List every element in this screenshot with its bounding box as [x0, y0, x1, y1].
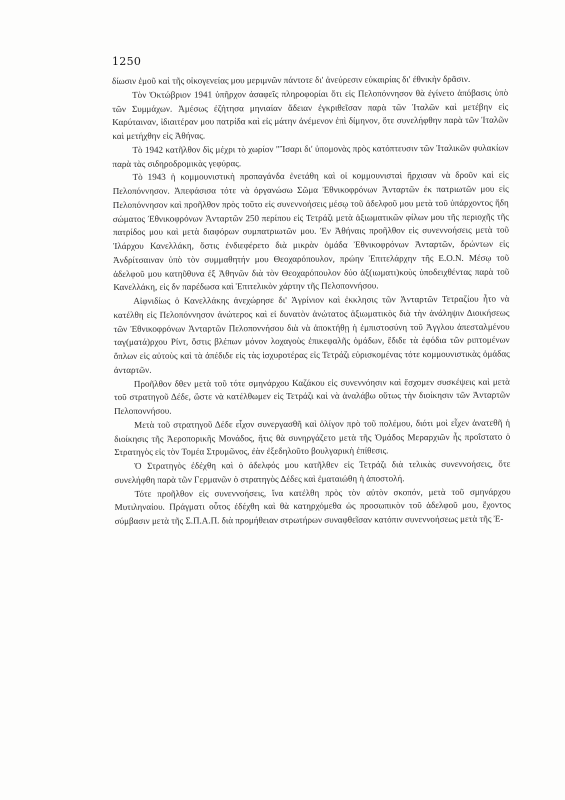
paragraph: Προῆλθον δθεν μετὰ τοῦ τότε σμηνάρχου Καζάκου εἰς συνεννόησιν καὶ ἔσχομεν συσκέψεις καὶ μετὰ τοῦ στρατηγοῦ Δέδε, ὥστε νὰ κατέλθωμεν εἰς Τετράζι καὶ νὰ ἀναλάβω οὕτως τὴν διοίκησιν τῶν Ἀνταρτῶν Πελοποννήσου.	[113, 376, 510, 416]
paragraph: Ὁ Στρατηγὸς ἐδέχθη καὶ ὁ ἀδελφός μου κατῆλθεν εἰς Τετράζι διὰ τελικὰς συνεννοήσεις, ὅτε συνελήφθη παρὰ τῶν Γερμανῶν ὁ στρατηγὸς Δέδες καὶ ἐματαιώθη ἡ ἀποστολή.	[114, 458, 511, 485]
paragraph: Τὸ 1942 κατῆλθον δὶς μέχρι τὸ χωρίον "Ἴσαρι δι' ὑπομονὰς πρὸς κατόπτευσιν τῶν Ἰταλικῶν φυλακίων παρὰ τὰς σιδηροδρομικὰς γεφύρας.	[112, 142, 509, 169]
paragraph: Αἰφνιδίως ὁ Κανελλάκης ἀνεχώρησε δι' Ἀγρίνιον καὶ ἐκκλησις τῶν Ἀνταρτῶν Τετραζίου ἦτο νὰ κατέλθη εἰς Πελοπόννησον ἀνώτερος καὶ εἰ δυνατὸν ἀνώτατος ἀξιωματικὸς διὰ τὴν ἀνάληψιν Διοικήσεως τῶν Ἐθνικοφρόνων Ἀνταρτῶν Πελοποννήσου διὰ νὰ ἀποκτήθῃ ἡ ἐμπιστοσύνη τοῦ Ἀγγλου ἀπεσταλμένου ταγ(ματά)ρχου Ρίντ, ὅστις βλέπων μόνον λοχαγοὺς ἐπικεφαλῆς ὁμάδων, ἔδιδε τὰ ἐφόδια τῶν ριπτομένων ὅπλων εἰς αὐτοὺς καὶ τὰ ἀπέδιδε εἰς τὰς ἰσχυροτέρας εἰς Τετράζι εὑρισκομένας τότε κομμουνιστικὰς ὁμάδας ἀνταρτῶν.	[113, 293, 510, 375]
page-number: 1250	[112, 55, 142, 68]
body-text	[112, 73, 511, 529]
paragraph: Τὸ 1943 ἡ κομμουνιστικὴ προπαγάνδα ἐνετάθη καὶ οἱ κομμουνισταὶ ἤρχισαν νὰ δροῦν καὶ εἰς Πελοπόννησον. Ἀπεφάσισα τότε νὰ ὀργανώσω Σῶμα Ἐθνικοφρόνων Ἀνταρτῶν ἐκ πατριωτῶν μου εἰς Πελοπόννησον καὶ προῆλθον πρὸς τοῦτο εἰς συνεννοήσεις μέσῳ τοῦ ἀδελφοῦ μου μετὰ τοῦ ὑπάρχοντος ἤδη σώματος Ἐθνικοφρόνων Ἀνταρτῶν 250 περίπου εἰς Τετράζι μετὰ ἀξιωματικῶν φίλων μου τῆς περιοχῆς τῆς πατρίδος μου καὶ μετὰ διαφόρων συμπατριωτῶν μου. Ἐν Ἀθήναις προῆλθον εἰς συνεννοήσεις μετὰ τοῦ Ἰλάρχου Κανελλάκη, ὅστις ἐνδιεφέρετο διὰ μικρὰν ὁμάδα Ἐθνικοφρόνων Ἀνταρτῶν, δρώντων εἰς Ἀνδρίτσαιναν ὑπὸ τὸν συμμαθητήν μου Θεοχαρόπουλον, πρώην Ἐπιτελάρχην τῆς Ε.Ο.Ν. Μέσῳ τοῦ ἀδελφοῦ μου κατηῦθυνα ἐξ Ἀθηνῶν διὰ τὸν Θεοχαρόπουλον δύο ἀξ(ιωματι)κοὺς ὑποδειχθέντας παρὰ τοῦ Κανελλάκη, εἰς δν παρέδωσα καὶ Ἐπιτελικὸν χάρτην τῆς Πελοποννήσου.	[112, 169, 510, 293]
paragraph: Τότε προῆλθον εἰς συνεννοήσεις, ἵνα κατέλθη πρὸς τὸν αὐτὸν σκοπόν, μετὰ τοῦ σμηνάρχου Μυτιληναίου. Πράγματι οὗτος ἐδέχθη καὶ θὰ κατηρχόμεθα ὡς προσωπικὸν τοῦ ἀδελφοῦ μου, ἔχοντος σύμβασιν μετὰ τῆς Σ.Π.Α.Π. διὰ προμήθειαν στρωτήρων συναφθεῖσαν κατόπιν συνεννοήσεως μετὰ τῆς Ἐ-	[114, 486, 511, 526]
paragraph: Τὸν Ὀκτώβριον 1941 ὑπῆρχον ἀσαφεῖς πληροφορίαι ὅτι εἰς Πελοπόννησον θὰ ἐγίνετο ἀπόβασις ὑπὸ τῶν Συμμάχων. Ἀμέσως ἐζήτησα μηνιαίαν ἄδειαν ἐγκριθεῖσαν παρὰ τῶν Ἰταλῶν καὶ μετέβην εἰς Καρύταιναν, ἰδιαιτέραν μου πατρίδα καὶ εἰς μάτην ἀνέμενον ἐπὶ δίμηνον, ὅτε συνελήφθην παρὰ τῶν Ἰταλῶν καὶ μετήχθην εἰς Ἀθήνας.	[112, 87, 509, 141]
paragraph: Μετὰ τοῦ στρατηγοῦ Δέδε εἶχον συνεργασθῆ καὶ ὀλίγον πρὸ τοῦ πολέμου, διότι μοὶ εἶχεν ἀνατεθῆ ἡ διοίκησις τῆς Ἀεροπορικῆς Μονάδος, ἥτις θὰ συνηργάζετο μετὰ τῆς Ὁμάδος Μεραρχιῶν ἧς προΐστατο ὁ Στρατηγὸς εἰς τὸν Τομέα Στρυμῶνος, ἐὰν ἐξεδηλοῦτο βουλγαρικὴ ἐπίθεσις.	[114, 417, 511, 458]
paragraph: δίωσιν ἐμοῦ καὶ τῆς οἰκογενείας μου μεριμνῶν πάντοτε δι' ἀνεύρεσιν εὐκαιρίας δι' ἐθνικὴν δρᾶσιν.	[112, 73, 471, 86]
